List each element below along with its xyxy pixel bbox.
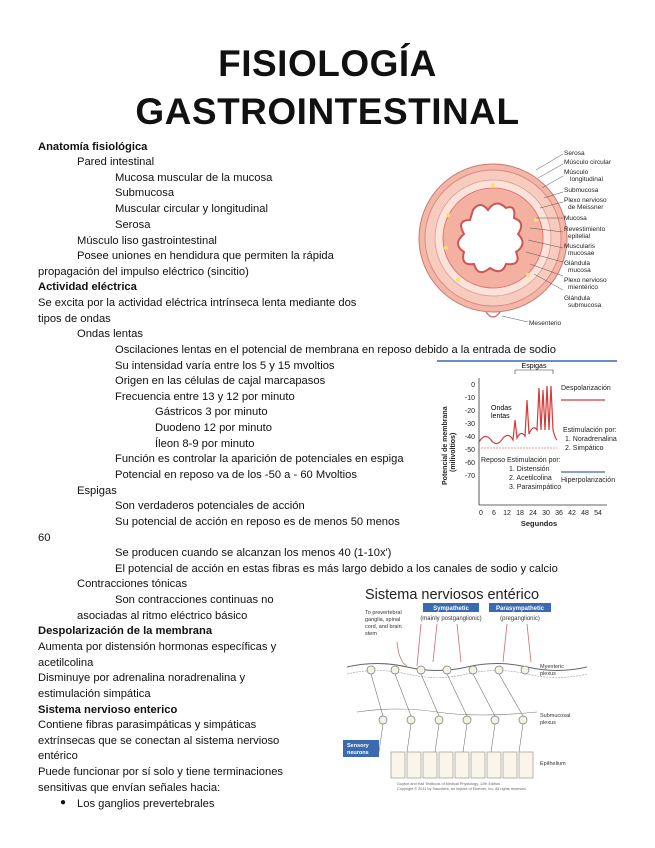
text-line: Músculo liso gastrointestinal xyxy=(77,235,217,247)
fig1-label: Plexo nervioso xyxy=(564,197,607,204)
fig1-label: Músculo xyxy=(564,169,589,176)
fig1-label: mucosae xyxy=(568,250,595,257)
text-line: Pared intestinal xyxy=(77,156,155,168)
text-line: Posee uniones en hendidura que permiten la rápida xyxy=(77,250,334,262)
text-line: Serosa xyxy=(115,219,151,231)
fig1-label: submucosa xyxy=(568,302,602,309)
text-line: Su intensidad varía entre los 5 y 15 mvoltios xyxy=(115,360,335,372)
x-tick: 42 xyxy=(568,510,576,517)
fig2-despolarizacion: Despolarización xyxy=(561,385,611,392)
fig3-sensory: Sensory xyxy=(347,743,369,749)
text-line: Puede funcionar por sí solo y tiene terminaciones xyxy=(38,766,284,778)
y-tick: -60 xyxy=(464,460,475,467)
fig3-para-sub: (preganglionic) xyxy=(500,616,540,622)
text-line: Mucosa muscular de la mucosa xyxy=(115,172,273,184)
heading-sistema-nervioso: Sistema nervioso enterico xyxy=(38,704,178,716)
fig3-prevert-label: ganglia, spinal xyxy=(365,617,401,623)
fig1-label: Submucosa xyxy=(564,187,599,194)
fig3-myenteric: Myenteric xyxy=(540,664,564,670)
text-line: Íleon 8-9 por minuto xyxy=(155,438,255,450)
fig3-myenteric: plexus xyxy=(540,671,556,677)
membrane-potential-figure xyxy=(437,360,617,530)
x-tick: 54 xyxy=(594,510,602,517)
fig1-label-serosa: Serosa xyxy=(564,150,585,157)
fig3-prevert-label: cord, and brain xyxy=(365,624,402,630)
fig3-submucosal: Submucosal xyxy=(540,713,571,719)
fig2-estim-item: 2. Acetilcolina xyxy=(509,475,552,482)
text-line: Contiene fibras parasimpáticas y simpáticas xyxy=(38,719,257,731)
text-line: Origen en las células de cajal marcapasos xyxy=(115,375,326,387)
fig1-label: longitudinal xyxy=(570,176,603,183)
fig1-label: Mesenterio xyxy=(529,320,562,327)
text-line: Muscular circular y longitudinal xyxy=(115,203,268,215)
y-tick: -20 xyxy=(464,408,475,415)
x-tick: 12 xyxy=(503,510,511,517)
text-line: Disminuye por adrenalina noradrenalina y xyxy=(38,672,246,684)
fig3-title: Sistema nerviosos entérico xyxy=(365,587,540,603)
x-tick: 24 xyxy=(529,510,537,517)
y-tick: -40 xyxy=(464,434,475,441)
fig1-label: Plexo nervioso xyxy=(564,277,607,284)
text-line: estimulación simpática xyxy=(38,688,151,700)
fig2-ylabel: Potencial de membrana xyxy=(442,406,449,485)
text-line: propagación del impulso eléctrico (sincitio) xyxy=(38,266,249,278)
text-line: Se producen cuando se alcanzan los menos 40 (1-10x') xyxy=(115,547,392,559)
text-line: Son verdaderos potenciales de acción xyxy=(115,500,305,512)
text-line: El potencial de acción en estas fibras es más largo debido a los canales de sodio y calcio xyxy=(115,563,558,575)
fig1-label: epitelial xyxy=(568,233,591,240)
x-tick: 30 xyxy=(542,510,550,517)
text-line: sensitivas que envían señales hacia: xyxy=(38,782,221,794)
fig1-label: Muscularis xyxy=(564,243,596,250)
fig1-label: de Meissner xyxy=(568,204,604,211)
x-tick: 48 xyxy=(581,510,589,517)
intestine-cross-section-figure xyxy=(418,140,618,340)
text-line: Frecuencia entre 13 y 12 por minuto xyxy=(115,391,295,403)
text-line: Contracciones tónicas xyxy=(77,578,188,590)
heading-anatomia: Anatomía fisiológica xyxy=(38,141,148,153)
fig2-estim2-title: Estimulación por: xyxy=(563,427,617,434)
text-line: 60 xyxy=(38,532,51,544)
fig1-label: Glándula xyxy=(564,260,591,267)
fig2-ylabel-units: (milivoltios) xyxy=(450,432,457,472)
fig2-estim-item: 3. Parasimpático xyxy=(509,484,562,491)
fig3-epithelium: Epithelium xyxy=(540,761,566,767)
fig1-label: Mucosa xyxy=(564,215,587,222)
fig1-label: Glándula xyxy=(564,295,591,302)
fig3-parasympathetic: Parasympathetic xyxy=(495,606,545,612)
fig1-label: mucosa xyxy=(568,267,591,274)
fig1-label: Revestimiento xyxy=(564,226,606,233)
text-line: Función es controlar la aparición de potenciales en espiga xyxy=(115,453,404,465)
text-line: Son contracciones continuas no xyxy=(115,594,274,606)
fig2-reposo: Reposo xyxy=(481,457,506,464)
x-tick: 18 xyxy=(516,510,524,517)
text-line: Ondas lentas xyxy=(77,328,143,340)
text-line: asociadas al ritmo eléctrico básico xyxy=(77,610,248,622)
fig2-estim-title: Estimulación por: xyxy=(507,457,561,464)
y-tick: -50 xyxy=(464,447,475,454)
fig2-ondas-label: Ondas xyxy=(491,405,512,412)
fig3-prevert-label: To prevertebral xyxy=(365,610,402,616)
fig1-label: Músculo circular xyxy=(564,159,611,166)
text-line: Oscilaciones lentas en el potencial de membrana en reposo debido a la entrada de sodio xyxy=(115,344,556,356)
fig3-sympathetic: Sympathetic xyxy=(433,606,469,612)
text-line: Potencial en reposo va de los -50 a - 60 Mvoltios xyxy=(115,469,357,481)
text-line: Gástricos 3 por minuto xyxy=(155,406,268,418)
fig3-credit: Copyright © 2011 by Saunders, an imprint of Elsevier, Inc. All rights reserved. xyxy=(397,787,527,791)
text-line: acetilcolina xyxy=(38,657,94,669)
fig3-sensory: neurons xyxy=(347,750,369,756)
y-tick: -10 xyxy=(464,395,475,402)
heading-despolarizacion: Despolarización de la membrana xyxy=(38,625,213,637)
y-tick: 0 xyxy=(471,382,475,389)
fig2-hiperpolarizacion: Hiperpolarización xyxy=(561,477,616,484)
x-tick: 6 xyxy=(492,510,496,517)
enteric-nervous-system-figure xyxy=(337,582,587,797)
text-line: entérico xyxy=(38,750,78,762)
y-tick: -30 xyxy=(464,421,475,428)
text-line: Su potencial de acción en reposo es de menos 50 menos xyxy=(115,516,400,528)
fig3-submucosal: plexus xyxy=(540,720,556,726)
bullet-icon: ● xyxy=(60,797,67,808)
fig3-credit: Guyton and Hall Textbook of Medical Physiology, 12th Edition xyxy=(397,782,501,786)
x-axis-label: Segundos xyxy=(520,519,558,528)
text-line: Espigas xyxy=(77,485,117,497)
heading-actividad: Actividad eléctrica xyxy=(38,281,137,293)
text-line: Submucosa xyxy=(115,187,175,199)
fig3-symp-sub: (mainly postganglionic) xyxy=(420,616,482,622)
text-line: Aumenta por distensión hormonas específicas y xyxy=(38,641,277,653)
text-line: Duodeno 12 por minuto xyxy=(155,422,272,434)
fig2-estim-item: 1. Distensión xyxy=(509,466,550,473)
fig3-prevert-label: stem xyxy=(365,631,377,637)
page-title-line2: GASTROINTESTINAL xyxy=(135,91,520,132)
y-tick: -70 xyxy=(464,473,475,480)
fig2-estim2-item: 2. Simpático xyxy=(565,445,604,452)
fig1-label: mientérico xyxy=(568,284,598,291)
list-item: Los ganglios prevertebrales xyxy=(77,798,215,810)
text-line: Se excita por la actividad eléctrica intrínseca lenta mediante dos xyxy=(38,297,357,309)
page-title-line1: FISIOLOGÍA xyxy=(218,43,437,84)
x-tick: 36 xyxy=(555,510,563,517)
fig2-lentas-label: lentas xyxy=(491,413,510,420)
fig2-estim2-item: 1. Noradrenalina xyxy=(565,436,617,443)
fig2-espigas-label: Espigas xyxy=(521,363,547,370)
text-line: extrínsecas que se conectan al sistema nervioso xyxy=(38,735,280,747)
x-tick: 0 xyxy=(479,510,483,517)
text-line: tipos de ondas xyxy=(38,313,111,325)
